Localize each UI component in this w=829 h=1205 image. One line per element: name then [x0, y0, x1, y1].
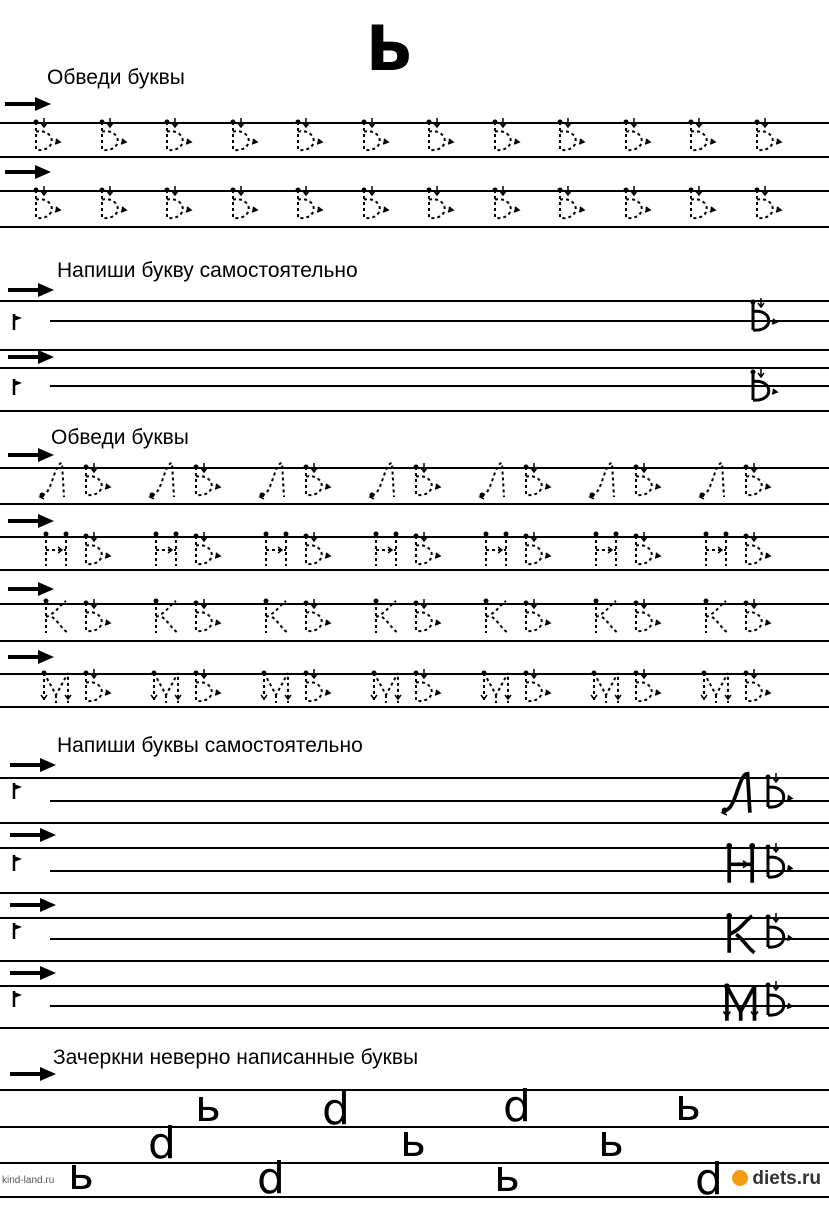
soft-sign-glyph: [554, 186, 588, 224]
ruled-line: [50, 1005, 829, 1007]
soft-sign-glyph: [520, 669, 554, 707]
consonant-glyph: [38, 665, 78, 709]
soft-sign-glyph: [410, 463, 444, 501]
soft-sign-glyph: [161, 118, 195, 156]
soft-sign-glyph: [620, 118, 654, 156]
consonant-glyph: [148, 665, 188, 709]
arrow-right-icon: [8, 514, 54, 528]
soft-sign-glyph: [630, 599, 664, 637]
soft-sign-glyph: [190, 599, 224, 637]
ruled-line: [0, 640, 829, 642]
soft-sign-glyph: [740, 532, 774, 570]
ruled-line: [0, 226, 829, 228]
soft-sign-glyph: [751, 186, 785, 224]
flag-icon: [12, 855, 24, 871]
arrow-right-icon: [10, 966, 56, 980]
soft-sign-glyph: [227, 186, 261, 224]
soft-sign-glyph: [685, 118, 719, 156]
soft-sign-glyph: [358, 186, 392, 224]
ruled-line: [0, 985, 829, 987]
apple-icon: [732, 1170, 748, 1186]
ruled-line: [0, 410, 829, 412]
consonant-glyph: [588, 528, 628, 572]
soft-sign-glyph: [762, 913, 796, 953]
consonant-glyph: [368, 528, 408, 572]
consonant-glyph: [38, 595, 78, 639]
consonant-glyph: [698, 595, 738, 639]
arrow-right-icon: [10, 898, 56, 912]
section-cross-out-heading: Зачеркни неверно написанные буквы: [53, 1046, 419, 1069]
cross-out-letter[interactable]: d: [322, 1084, 350, 1135]
soft-sign-glyph: [300, 463, 334, 501]
cross-out-letter[interactable]: ь: [494, 1151, 520, 1202]
consonant-glyph: [588, 665, 628, 709]
ruled-line: [0, 1027, 829, 1029]
arrow-right-icon: [8, 350, 54, 364]
ruled-line: [0, 503, 829, 505]
consonant-glyph: [478, 665, 518, 709]
consonant-glyph: [478, 459, 518, 503]
consonant-glyph: [148, 528, 188, 572]
soft-sign-glyph: [190, 463, 224, 501]
soft-sign-glyph: [762, 773, 796, 813]
soft-sign-glyph: [300, 669, 334, 707]
ruled-line: [0, 156, 829, 158]
soft-sign-glyph: [740, 669, 774, 707]
cross-out-letter[interactable]: ь: [400, 1116, 426, 1167]
soft-sign-glyph: [190, 532, 224, 570]
cross-out-letter[interactable]: ь: [195, 1081, 221, 1132]
consonant-glyph: [38, 459, 78, 503]
section-write-syllables-heading: Напиши буквы самостоятельно: [57, 734, 363, 757]
soft-sign-glyph: [630, 532, 664, 570]
flag-icon: [12, 379, 24, 395]
soft-sign-glyph: [410, 532, 444, 570]
cross-out-letter[interactable]: d: [257, 1153, 285, 1204]
watermark-right: [732, 1168, 821, 1190]
consonant-glyph: [258, 595, 298, 639]
soft-sign-glyph: [520, 599, 554, 637]
soft-sign-glyph: [554, 118, 588, 156]
ruled-line: [50, 385, 829, 387]
soft-sign-glyph: [80, 463, 114, 501]
consonant-glyph: [698, 528, 738, 572]
flag-icon: [12, 314, 24, 330]
flag-icon: [12, 783, 24, 799]
consonant-glyph: [148, 459, 188, 503]
soft-sign-glyph: [358, 118, 392, 156]
watermark-right-text: diets.ru: [752, 1168, 821, 1189]
consonant-glyph: [258, 528, 298, 572]
consonant-glyph: [720, 909, 766, 960]
soft-sign-glyph: [80, 532, 114, 570]
soft-sign-glyph: [96, 186, 130, 224]
ruled-line: [50, 320, 829, 322]
cross-out-letter[interactable]: ь: [68, 1149, 94, 1200]
soft-sign-glyph: [423, 118, 457, 156]
cross-out-letter[interactable]: d: [503, 1081, 531, 1132]
arrow-right-icon: [8, 582, 54, 596]
consonant-glyph: [368, 595, 408, 639]
consonant-glyph: [720, 769, 766, 820]
soft-sign-glyph: [80, 599, 114, 637]
soft-sign-glyph: [96, 118, 130, 156]
ruled-line: [50, 870, 829, 872]
arrow-right-icon: [10, 1067, 56, 1081]
ruled-line: [0, 822, 829, 824]
consonant-glyph: [478, 595, 518, 639]
consonant-glyph: [720, 839, 766, 890]
soft-sign-glyph: [747, 368, 781, 406]
flag-icon: [12, 991, 24, 1007]
soft-sign-glyph: [630, 463, 664, 501]
consonant-glyph: [720, 977, 766, 1028]
ruled-line: [0, 917, 829, 919]
cross-out-letter[interactable]: ь: [598, 1116, 624, 1167]
soft-sign-glyph: [762, 981, 796, 1021]
flag-icon: [12, 923, 24, 939]
soft-sign-glyph: [410, 669, 444, 707]
soft-sign-glyph: [292, 186, 326, 224]
soft-sign-glyph: [227, 118, 261, 156]
consonant-glyph: [588, 595, 628, 639]
soft-sign-glyph: [740, 463, 774, 501]
ruled-line: [0, 777, 829, 779]
soft-sign-glyph: [300, 532, 334, 570]
soft-sign-glyph: [520, 463, 554, 501]
soft-sign-glyph: [300, 599, 334, 637]
soft-sign-glyph: [740, 599, 774, 637]
ruled-line: [50, 800, 829, 802]
cross-out-letter[interactable]: ь: [675, 1080, 701, 1131]
soft-sign-glyph: [685, 186, 719, 224]
ruled-line: [0, 349, 829, 351]
ruled-line: [0, 892, 829, 894]
consonant-glyph: [698, 459, 738, 503]
watermark-left: kind-land.ru: [2, 1175, 55, 1186]
soft-sign-glyph: [292, 118, 326, 156]
ruled-line: [0, 960, 829, 962]
section-trace-single-heading: Обведи буквы: [47, 66, 185, 89]
arrow-right-icon: [10, 758, 56, 772]
consonant-glyph: [258, 459, 298, 503]
soft-sign-glyph: [747, 298, 781, 336]
arrow-right-icon: [8, 650, 54, 664]
arrow-right-icon: [5, 165, 51, 179]
soft-sign-glyph: [762, 843, 796, 883]
soft-sign-glyph: [423, 186, 457, 224]
ruled-line: [0, 300, 829, 302]
soft-sign-glyph: [520, 532, 554, 570]
consonant-glyph: [478, 528, 518, 572]
soft-sign-glyph: [80, 669, 114, 707]
ruled-line: [0, 1089, 829, 1091]
ruled-line: [0, 847, 829, 849]
soft-sign-glyph: [489, 186, 523, 224]
soft-sign-glyph: [30, 118, 64, 156]
consonant-glyph: [698, 665, 738, 709]
soft-sign-glyph: [489, 118, 523, 156]
cross-out-letter[interactable]: d: [148, 1118, 176, 1169]
page-title: Ь: [366, 12, 414, 85]
arrow-right-icon: [5, 97, 51, 111]
consonant-glyph: [148, 595, 188, 639]
soft-sign-glyph: [751, 118, 785, 156]
soft-sign-glyph: [190, 669, 224, 707]
consonant-glyph: [368, 459, 408, 503]
consonant-glyph: [258, 665, 298, 709]
arrow-right-icon: [8, 283, 54, 297]
soft-sign-glyph: [161, 186, 195, 224]
section-write-single-heading: Напиши букву самостоятельно: [57, 259, 358, 282]
soft-sign-glyph: [620, 186, 654, 224]
ruled-line: [0, 367, 829, 369]
ruled-line: [50, 938, 829, 940]
soft-sign-glyph: [30, 186, 64, 224]
consonant-glyph: [588, 459, 628, 503]
consonant-glyph: [368, 665, 408, 709]
cross-out-letter[interactable]: d: [695, 1154, 723, 1205]
section-trace-syllables-heading: Обведи буквы: [51, 426, 189, 449]
soft-sign-glyph: [410, 599, 444, 637]
consonant-glyph: [38, 528, 78, 572]
soft-sign-glyph: [630, 669, 664, 707]
arrow-right-icon: [10, 828, 56, 842]
